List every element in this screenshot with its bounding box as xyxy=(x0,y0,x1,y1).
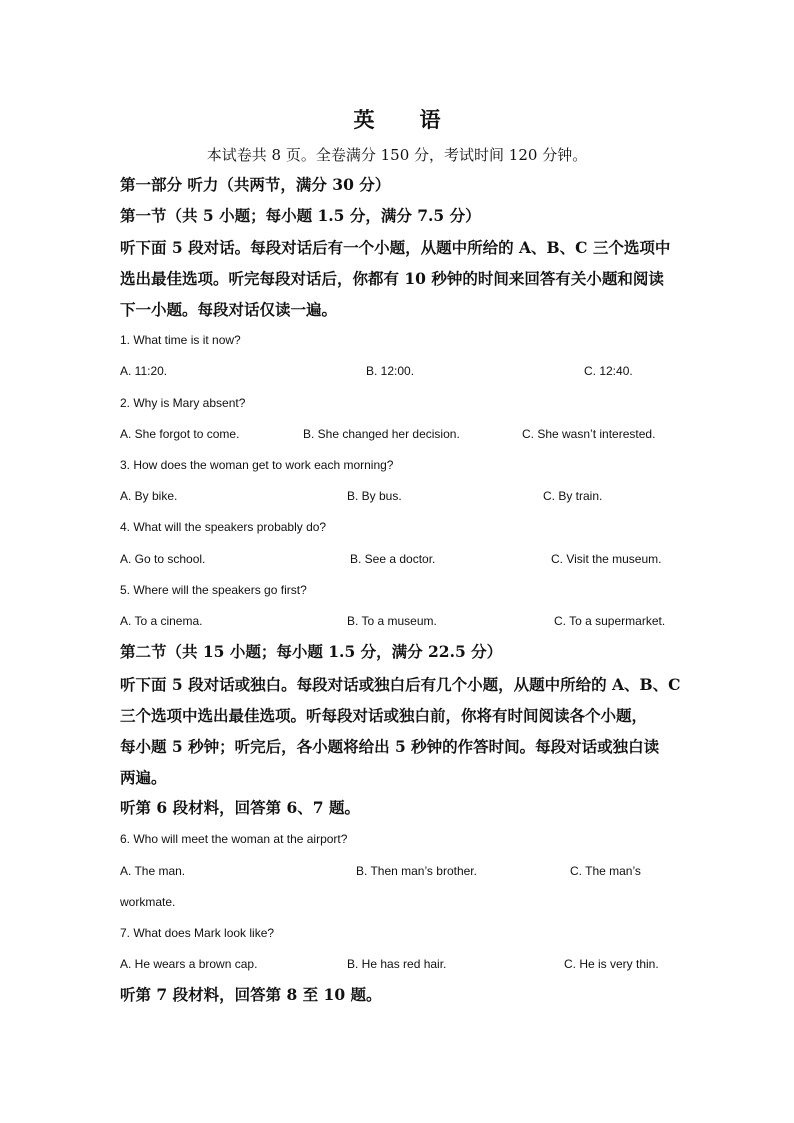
option-c: C. He is very thin. xyxy=(564,957,659,971)
option-a: A. By bike. xyxy=(120,489,178,503)
option-a: A. The man. xyxy=(120,864,186,878)
option-a: A. She forgot to come. xyxy=(120,427,240,441)
question-5: 5. Where will the speakers go first? xyxy=(120,583,307,597)
option-b: B. See a doctor. xyxy=(350,552,436,566)
instruction-line: 听下面 5 段对话。每段对话后有一个小题，从题中所给的 A、B、C 三个选项中 xyxy=(120,238,671,257)
question-6: 6. Who will meet the woman at the airport? xyxy=(120,832,348,846)
instruction-line: 听下面 5 段对话或独白。每段对话或独白后有几个小题，从题中所给的 A、B、C xyxy=(120,675,681,694)
option-c: C. To a supermarket. xyxy=(554,614,666,628)
question-3: 3. How does the woman get to work each morning? xyxy=(120,458,394,472)
instruction-line: 下一小题。每段对话仅读一遍。 xyxy=(120,300,338,319)
option-c: C. By train. xyxy=(543,489,603,503)
option-c: C. Visit the museum. xyxy=(551,552,662,566)
option-b: B. 12:00. xyxy=(366,364,415,378)
option-b: B. Then man’s brother. xyxy=(356,864,477,878)
section1-instructions xyxy=(120,232,680,325)
part1-heading: 第一部分 听力（共两节，满分 30 分） xyxy=(120,175,391,194)
question-7: 7. What does Mark look like? xyxy=(120,926,275,940)
question-2: 2. Why is Mary absent? xyxy=(120,396,246,410)
option-a: A. Go to school. xyxy=(120,552,206,566)
option-c: C. 12:40. xyxy=(584,364,633,378)
material-6-heading: 听第 6 段材料，回答第 6、7 题。 xyxy=(120,798,360,817)
option-b: B. By bus. xyxy=(347,489,402,503)
instruction-line: 每小题 5 秒钟；听完后，各小题将给出 5 秒钟的作答时间。每段对话或独白读 xyxy=(120,737,660,756)
option-c: C. The man’s xyxy=(570,864,641,878)
question-4: 4. What will the speakers probably do? xyxy=(120,520,327,534)
exam-info: 本试卷共 8 页。全卷满分 150 分，考试时间 120 分钟。 xyxy=(206,146,588,164)
section2-instructions xyxy=(120,669,680,793)
section2-heading: 第二节（共 15 小题；每小题 1.5 分，满分 22.5 分） xyxy=(120,642,503,661)
option-c: C. She wasn’t interested. xyxy=(522,427,656,441)
option-b: B. To a museum. xyxy=(347,614,437,628)
question-1: 1. What time is it now? xyxy=(120,333,241,347)
option-a: A. 11:20. xyxy=(120,364,168,378)
section1-heading: 第一节（共 5 小题；每小题 1.5 分，满分 7.5 分） xyxy=(120,206,481,225)
option-a: A. To a cinema. xyxy=(120,614,203,628)
instruction-line: 三个选项中选出最佳选项。听每段对话或独白前，你将有时间阅读各个小题， xyxy=(120,706,648,725)
material-7-heading: 听第 7 段材料，回答第 8 至 10 题。 xyxy=(120,985,382,1004)
instruction-line: 选出最佳选项。听完每段对话后，你都有 10 秒钟的时间来回答有关小题和阅读 xyxy=(120,269,664,288)
option-a: A. He wears a brown cap. xyxy=(120,957,258,971)
page-title: 英 语 xyxy=(353,107,460,132)
instruction-line: 两遍。 xyxy=(120,768,167,787)
option-b: B. He has red hair. xyxy=(347,957,447,971)
option-b: B. She changed her decision. xyxy=(303,427,460,441)
option-c-continuation: workmate. xyxy=(120,895,176,909)
